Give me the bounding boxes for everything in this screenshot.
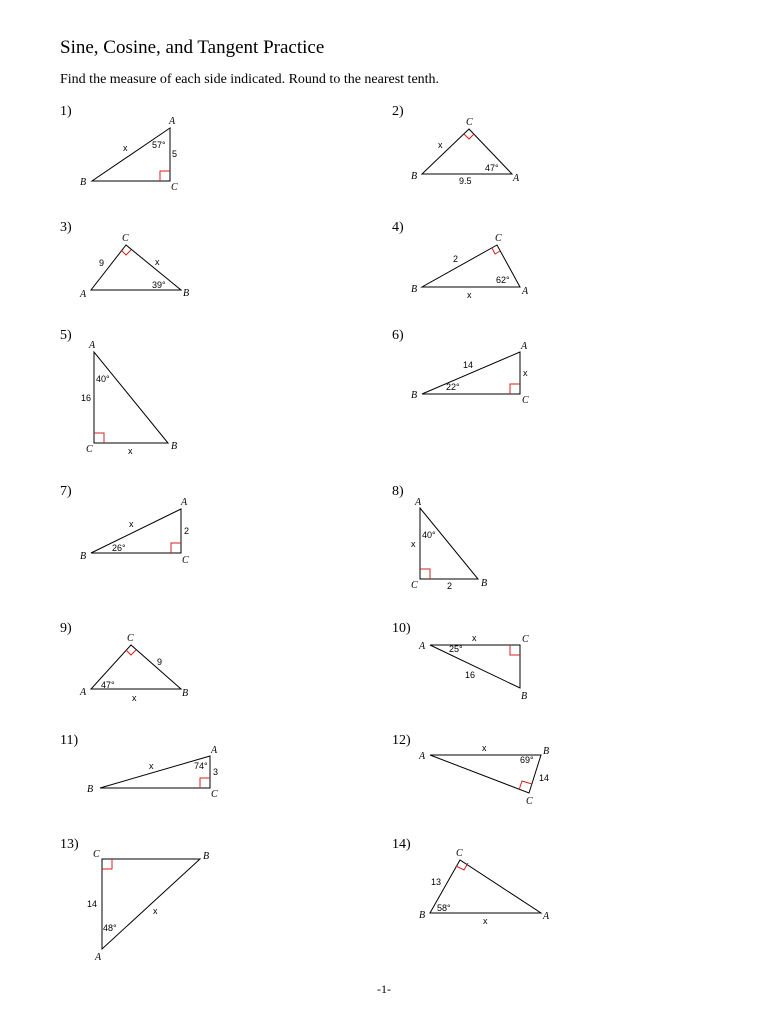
problem-7-number: 7) [60,484,72,499]
svg-text:C: C [122,233,129,244]
svg-text:x: x [129,519,134,529]
svg-text:x: x [411,539,416,549]
svg-text:47°: 47° [485,163,499,173]
problem-9-number: 9) [60,621,72,636]
problem-13-number: 13) [60,837,79,852]
svg-text:2: 2 [453,254,459,264]
svg-text:3: 3 [213,767,219,777]
problem-1-number: 1) [60,104,72,119]
svg-text:69°: 69° [520,755,534,765]
svg-text:C: C [456,848,463,859]
svg-text:B: B [80,177,87,188]
svg-text:A: A [169,116,176,127]
problem-5-number: 5) [60,328,72,343]
problem-6-number: 6) [392,328,404,343]
svg-text:B: B [521,691,528,702]
problem-4-number: 4) [392,220,404,235]
svg-text:C: C [182,555,189,566]
svg-text:9: 9 [99,258,105,268]
svg-text:A: A [419,751,426,762]
svg-text:B: B [87,784,94,795]
svg-text:14: 14 [463,360,474,370]
page-title: Sine, Cosine, and Tangent Practice [60,37,325,58]
svg-text:x: x [123,143,128,153]
svg-text:C: C [171,182,178,193]
svg-text:A: A [419,641,426,652]
svg-text:62°: 62° [496,275,510,285]
svg-text:x: x [155,257,160,267]
svg-text:9.5: 9.5 [459,176,472,186]
svg-text:57°: 57° [152,140,166,150]
svg-text:C: C [86,444,93,455]
problem-11-triangle [87,745,218,800]
svg-text:x: x [132,693,137,703]
svg-text:A: A [95,952,102,963]
svg-text:22°: 22° [446,382,460,392]
svg-text:C: C [411,580,418,591]
page-number: -1- [377,982,391,996]
svg-text:13: 13 [431,877,442,887]
svg-text:C: C [466,117,473,128]
problem-14-number: 14) [392,837,411,852]
svg-text:9: 9 [157,657,163,667]
problem-8-number: 8) [392,484,404,499]
problem-12-number: 12) [392,733,411,748]
problem-3-number: 3) [60,220,72,235]
svg-text:A: A [80,289,87,300]
svg-text:A: A [181,497,188,508]
svg-text:40°: 40° [96,374,110,384]
problem-8-triangle [411,497,487,591]
svg-text:A: A [522,286,529,297]
svg-text:C: C [127,633,134,644]
svg-text:26°: 26° [112,543,126,553]
problem-3-triangle [79,233,189,300]
svg-text:B: B [80,551,87,562]
problem-13-triangle [87,849,209,963]
problem-6-triangle [411,341,529,406]
problem-12-triangle [418,743,549,807]
svg-text:47°: 47° [101,680,115,690]
svg-text:16: 16 [465,670,476,680]
problem-9-triangle [79,633,188,703]
svg-text:A: A [513,173,520,184]
problem-7-triangle [80,497,189,566]
svg-text:B: B [203,851,210,862]
instructions: Find the measure of each side indicated. Round to the nearest tenth. [60,72,440,87]
svg-text:B: B [182,688,189,699]
svg-text:x: x [149,761,154,771]
svg-text:x: x [467,290,472,300]
svg-text:5: 5 [172,149,178,159]
svg-text:B: B [171,441,178,452]
svg-text:x: x [153,906,158,916]
svg-text:14: 14 [87,899,98,909]
svg-text:x: x [482,743,487,753]
svg-text:39°: 39° [152,280,166,290]
svg-text:x: x [128,446,133,456]
svg-text:2: 2 [447,581,453,591]
svg-text:B: B [411,284,418,295]
svg-text:2: 2 [184,526,190,536]
svg-text:74°: 74° [194,761,208,771]
problem-2-number: 2) [392,104,404,119]
svg-text:A: A [415,497,422,508]
svg-text:x: x [438,140,443,150]
svg-text:A: A [543,911,550,922]
svg-text:B: B [543,746,550,757]
svg-text:25°: 25° [449,644,463,654]
problem-2-triangle [411,117,520,186]
svg-text:C: C [522,395,529,406]
svg-text:x: x [472,633,477,643]
problem-4-triangle [411,233,529,300]
svg-text:A: A [80,687,87,698]
svg-text:C: C [495,233,502,244]
svg-text:B: B [411,171,418,182]
problem-10-triangle [418,633,529,702]
problem-14-triangle [419,848,550,926]
problem-1-triangle [80,116,178,193]
svg-text:A: A [521,341,528,352]
svg-text:A: A [211,745,218,756]
svg-text:58°: 58° [437,903,451,913]
svg-text:x: x [483,916,488,926]
svg-text:B: B [183,288,190,299]
svg-text:B: B [411,390,418,401]
svg-text:C: C [522,634,529,645]
svg-text:16: 16 [81,393,92,403]
svg-text:x: x [523,368,528,378]
problem-5-triangle [81,340,177,456]
svg-text:48°: 48° [103,923,117,933]
svg-text:14: 14 [539,773,550,783]
svg-text:A: A [89,340,96,351]
problem-10-number: 10) [392,621,411,636]
svg-text:B: B [481,578,488,589]
svg-text:C: C [93,849,100,860]
svg-text:40°: 40° [422,530,436,540]
svg-text:C: C [526,796,533,807]
svg-text:C: C [211,789,218,800]
svg-text:B: B [419,910,426,921]
problem-11-number: 11) [60,733,79,748]
